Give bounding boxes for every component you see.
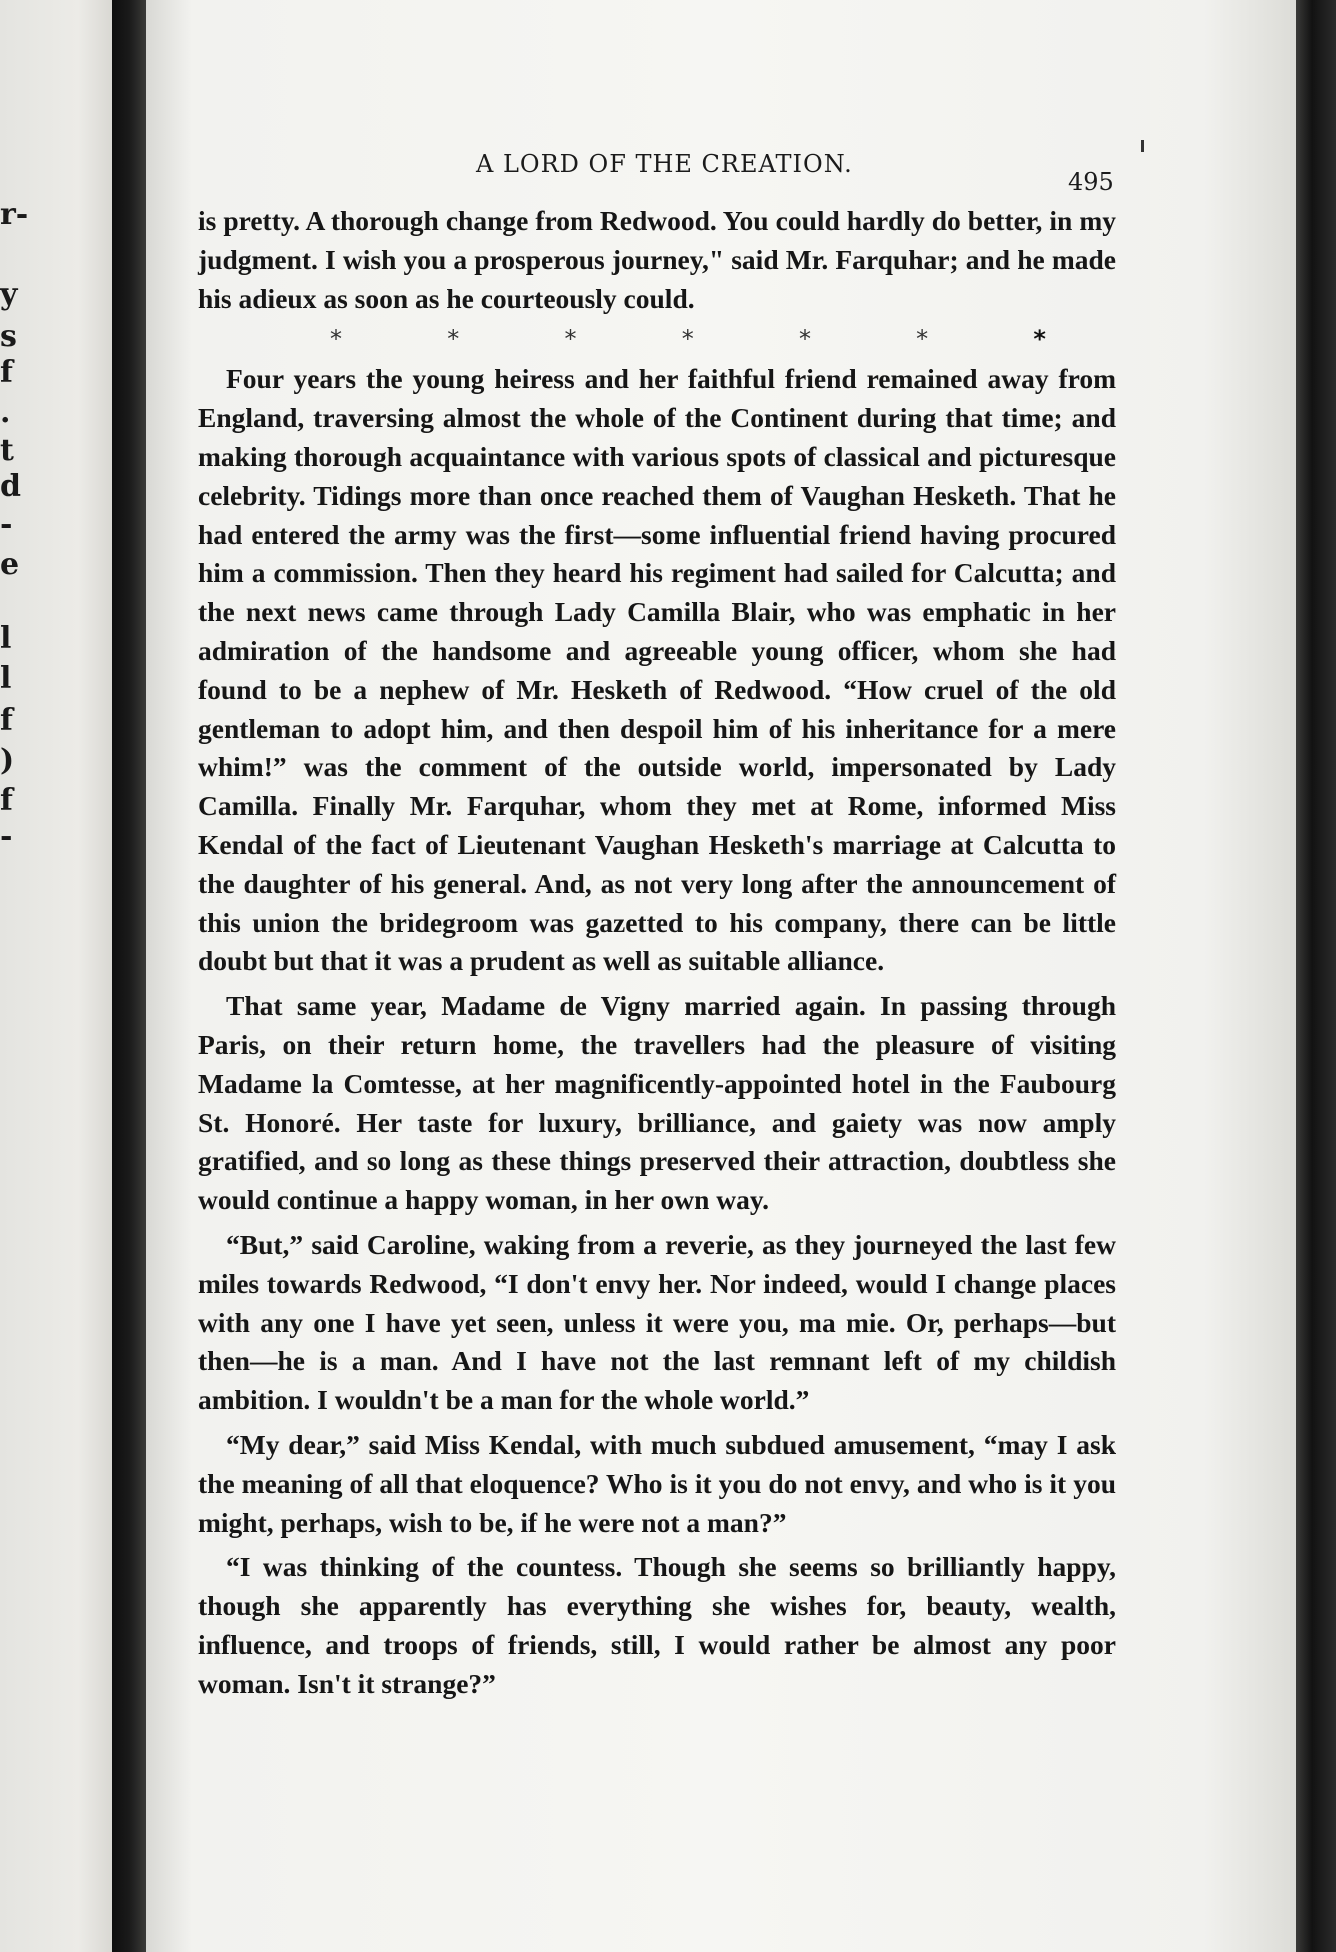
paragraph: is pretty. A thorough change from Redwood. You could hardly do better, in my judgment. I wish you a prosperous journey," said Mr. Farquhar; and he made his adieux as soon as he courteously could. [198,205,1116,314]
paragraph: “But,” said Caroline, waking from a reverie, as they journeyed the last few miles towards Redwood, “I don't envy her. Nor indeed, would I change places with any one I have yet seen, unless it were you, ma mie. Or, perhaps—but then—he is a man. And I have not the last remnant left of my childish ambition. I wouldn't be a man for the whole world.” [198,1228,1116,1416]
facing-page-fragment: f [0,355,13,390]
running-head: A LORD OF THE CREATION. [476,150,853,178]
facing-page-fragment: f [0,783,13,818]
book-page [146,0,1296,1952]
facing-page-fragment: y [0,277,18,312]
facing-page-fragment: l [0,621,12,656]
paragraph: “I was thinking of the countess. Though she seems so brilliantly happy, though she apparently has everything she wishes for, beauty, wealth, influence, and troops of friends, still, I would rather be almost any poor woman. Isn't it strange?” [198,1551,1116,1699]
asterisk: * [330,325,342,354]
page-header [146,150,1296,196]
paragraph: Four years the young heiress and her faithful friend remained away from England, traversing almost the whole of the Continent during that time; and making thorough acquaintance with various spots of classical and picturesque celebrity. Tidings more than once reached them of Vaughan Hesketh. That he had entered the army was the first—some influential friend having procured him a commission. Then they heard his regiment had sailed for Calcutta; and the next news came through Lady Camilla Blair, who was emphatic in her admiration of the handsome and agreeable young officer, whom she had found to be a nephew of Mr. Hesketh of Redwood. “How cruel of the old gentleman to adopt him, and then despoil him of his inheritance for a mere whim!” was the comment of the outside world, impersonated by Lady Camilla. Finally Mr. Farquhar, whom they met at Rome, informed Miss Kendal of the fact of Lieutenant Vaughan Hesketh's marriage at Calcutta to the daughter of his general. And, as not very long after the announcement of this union the bridegroom was gazetted to his company, there can be little doubt but that it was a prudent as well as suitable alliance. [198,363,1116,977]
facing-page-fragment: d [0,469,21,504]
asterisk: * [1033,325,1046,354]
facing-page-fragment: r- [0,197,29,232]
book-gutter-shadow [112,0,146,1952]
page-number: 495 [1068,168,1114,196]
asterisk: * [447,325,460,354]
facing-page-fragment: l [0,661,12,696]
facing-page-fragment: e [0,547,20,582]
facing-page-fragment: s [0,319,17,354]
facing-page-fragment: . [0,395,11,430]
asterisk: * [798,325,811,354]
facing-page-fragment: t [0,433,14,468]
facing-page-edge [0,0,112,1952]
asterisk: * [916,325,929,354]
page-body [198,202,1116,1703]
facing-page-fragment: f [0,703,13,738]
asterisk: * [564,325,577,354]
facing-page-fragment: - [0,507,13,542]
section-break [198,318,1116,360]
facing-page-fragment: ) [0,743,15,778]
book-edge-shadow [1296,0,1336,1952]
paragraph: “My dear,” said Miss Kendal, with much subdued amusement, “may I ask the meaning of all that eloquence? Who is it you do not envy, and who is it you might, perhaps, wish to be, if he were not a man?” [198,1428,1116,1538]
facing-page-fragment: - [0,819,13,854]
asterisk: * [681,325,694,354]
paragraph: That same year, Madame de Vigny married again. In passing through Paris, on their return home, the travellers had the pleasure of visiting Madame la Comtesse, at her magnificently-appointed hotel in the Faubourg St. Honoré. Her taste for luxury, brilliance, and gaiety was now amply gratified, and so long as these things preserved their attraction, doubtless she would continue a happy woman, in her own way. [198,990,1116,1216]
